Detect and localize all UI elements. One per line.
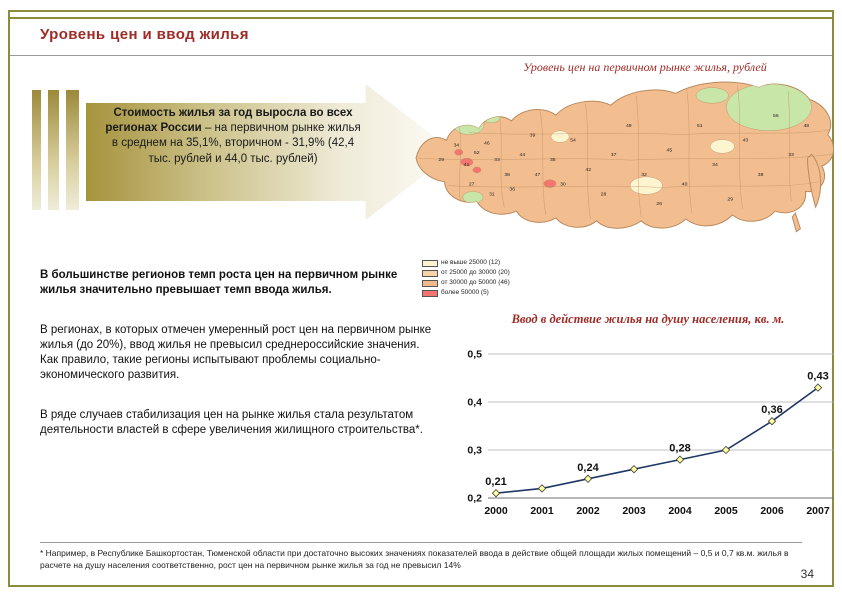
- data-point-marker: [584, 475, 591, 482]
- region-number: 38: [757, 171, 764, 178]
- x-tick-label: 2000: [484, 505, 508, 517]
- region-number: 48: [803, 122, 810, 129]
- legend-label: от 30000 до 50000 (46): [441, 278, 510, 286]
- y-tick-label: 0,3: [467, 444, 482, 457]
- legend-label: не выше 25000 (12): [441, 258, 501, 266]
- y-tick-label: 0,5: [467, 348, 482, 361]
- callout-rest: – на первичном рынке жилья в среднем на 35,1%, вторичном - 31,9% (42,4 тыс. рублей и 44,0 тыс. рублей): [111, 122, 361, 165]
- x-tick-label: 2007: [806, 505, 830, 517]
- decor-bar: [48, 90, 59, 210]
- x-tick-label: 2003: [622, 505, 646, 517]
- legend-item: [422, 268, 510, 278]
- region-number: 42: [585, 166, 592, 173]
- paragraph: В регионах, в которых отмечен умеренный рост цен на первичном рынке жилья (до 20%), ввод жилья не превысил среднероссийские значения. Как правило, такие регионы испытывают проблемы социально-экономического развития.: [40, 323, 432, 382]
- region-number: 56: [773, 113, 779, 119]
- x-tick-label: 2004: [668, 505, 692, 517]
- slide-frame: [8, 10, 834, 587]
- data-point-label: 0,43: [807, 370, 829, 383]
- data-point-label: 0,24: [577, 461, 599, 474]
- legend-item: [422, 288, 510, 298]
- region-number: 45: [666, 147, 673, 154]
- region-number: 39: [529, 132, 536, 139]
- chart-title: Ввод в действие жилья на душу населения, кв. м.: [511, 312, 785, 326]
- callout-lead: Стоимость жилья за год выросла во всех регионах России: [105, 107, 353, 135]
- page-title: Уровень цен и ввод жилья: [40, 26, 249, 43]
- region-number: 40: [681, 181, 688, 188]
- region-number: 52: [473, 150, 480, 157]
- top-double-rule: [10, 17, 832, 19]
- data-point-marker: [676, 456, 683, 463]
- data-point-marker: [492, 490, 499, 497]
- region-number: 34: [453, 142, 460, 149]
- x-tick-label: 2006: [760, 505, 784, 517]
- region-number: 28: [600, 191, 607, 198]
- region-number: 29: [727, 196, 734, 203]
- data-point-label: 0,28: [669, 442, 691, 455]
- legend-label: более 50000 (5): [441, 288, 489, 296]
- legend-item: [422, 278, 510, 288]
- paragraph: В большинстве регионов темп роста цен на первичном рынке жилья значительно превышает темп ввода жилья.: [40, 269, 398, 297]
- region-number: 46: [484, 140, 490, 147]
- title-divider: [10, 55, 832, 56]
- legend-item: [422, 258, 510, 268]
- region-number: 51: [696, 122, 703, 129]
- region-number: 30: [560, 181, 566, 188]
- region-number: 31: [489, 191, 495, 198]
- data-point-marker: [538, 485, 545, 492]
- decor-bar: [32, 90, 41, 210]
- legend-swatch: [422, 260, 438, 267]
- region-number: 33: [788, 152, 794, 159]
- map-title: Уровень цен на первичном рынке жилья, рублей: [523, 60, 767, 74]
- sakhalin-island: [792, 213, 800, 232]
- legend-label: от 25000 до 30000 (20): [441, 268, 510, 276]
- region-number: 38: [504, 171, 510, 178]
- region-number: 43: [742, 137, 749, 144]
- map-legend: [422, 258, 510, 298]
- region-number: 47: [534, 171, 541, 178]
- russia-price-map: [408, 68, 842, 264]
- region-number: 37: [610, 152, 617, 159]
- region-number: 35: [549, 157, 556, 164]
- region-number: 32: [641, 171, 647, 178]
- decor-bar: [66, 90, 79, 210]
- paragraph: В ряде случаев стабилизация цен на рынке жилья стала результатом деятельности властей в сфере увеличения жилищного строительства*.: [40, 408, 423, 436]
- region-number: 27: [468, 181, 475, 188]
- region-number: 41: [463, 162, 470, 168]
- housing-per-capita-line-chart: [438, 340, 842, 530]
- region-number: 34: [712, 162, 718, 168]
- region-number: 49: [626, 122, 632, 129]
- y-tick-label: 0,2: [467, 492, 482, 505]
- data-point-label: 0,36: [761, 404, 783, 417]
- region-number: 36: [509, 186, 516, 193]
- region-number: 26: [656, 201, 663, 208]
- body-paragraphs: [40, 268, 434, 462]
- y-tick-label: 0,4: [467, 396, 482, 409]
- region-number: 54: [570, 137, 576, 144]
- data-point-label: 0,21: [485, 476, 507, 489]
- x-tick-label: 2002: [576, 505, 600, 517]
- region-number: 44: [519, 152, 526, 159]
- region-number: 33: [494, 157, 500, 164]
- footnote: * Например, в Республике Башкортостан, Тюменской области при достаточно высоких значениях показателей ввода в действие общей площади жилых помещений – 0,5 и 0,7 кв.м. жилья в расчете на душу населения соответственно, рост цен на первичном рынке жилья за год не превысил 14%: [40, 542, 802, 572]
- data-point-marker: [630, 466, 637, 473]
- region-number: 29: [438, 157, 445, 164]
- arrow-callout-text: [102, 106, 364, 167]
- x-tick-label: 2001: [530, 505, 554, 517]
- page-number: 34: [800, 567, 814, 581]
- x-tick-label: 2005: [714, 505, 738, 517]
